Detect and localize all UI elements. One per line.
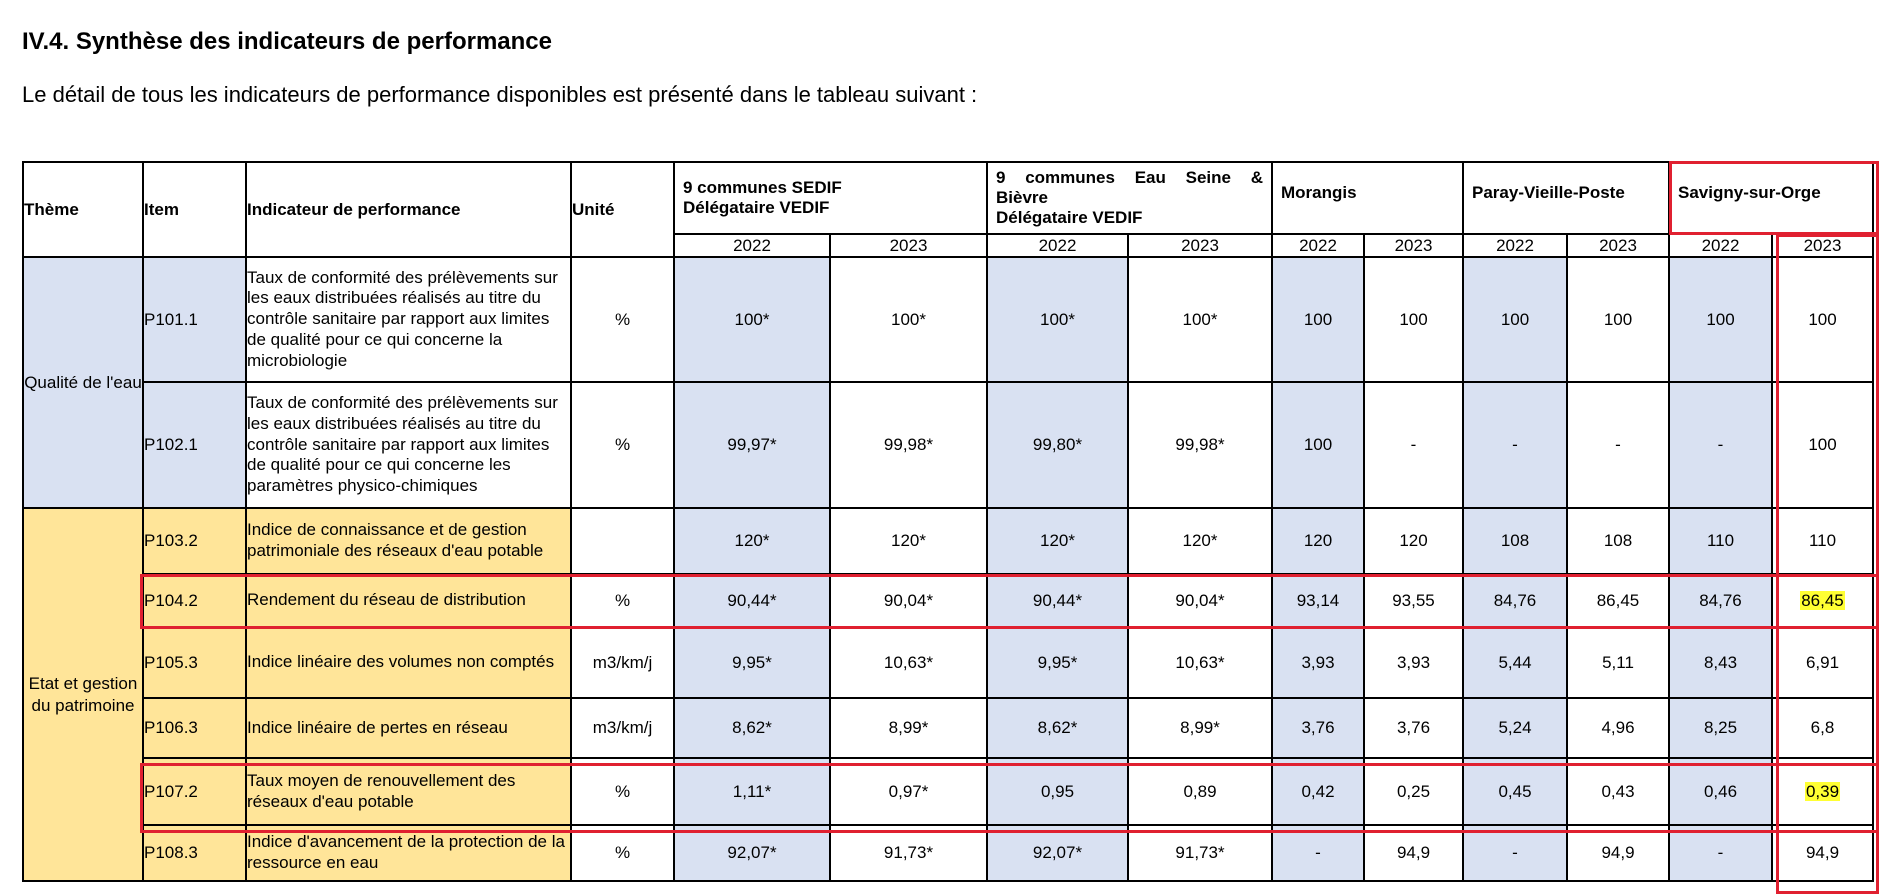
indicator-label: Rendement du réseau de distribution [246,574,571,627]
value-cell: 100 [1669,257,1772,382]
item-code: P106.3 [143,698,246,758]
value-cell: 92,07* [674,825,830,881]
value-cell: 8,25 [1669,698,1772,758]
unit-cell [571,508,674,574]
header-item: Item [143,162,246,257]
value-cell: 110 [1669,508,1772,574]
header-entity-paray [1463,162,1669,234]
value-cell: 100* [1128,257,1272,382]
value-cell: 120* [1128,508,1272,574]
value-cell: 108 [1463,508,1567,574]
unit-cell: % [571,758,674,825]
year-header: 2023 [1772,234,1873,257]
value-cell: - [1567,382,1669,508]
item-code: P105.3 [143,627,246,698]
value-cell: 100 [1272,257,1364,382]
table-row [23,508,1873,574]
value-cell: 100* [987,257,1128,382]
value-cell: 5,44 [1463,627,1567,698]
value-cell: - [1272,825,1364,881]
year-header: 2022 [987,234,1128,257]
value-cell [1772,574,1873,627]
value-cell: 8,43 [1669,627,1772,698]
value-cell: 94,9 [1364,825,1463,881]
value-cell: 3,76 [1364,698,1463,758]
item-code: P102.1 [143,382,246,508]
value-cell: 8,99* [830,698,987,758]
header-row [23,162,1873,234]
value-cell: 99,98* [830,382,987,508]
value-cell: 91,73* [830,825,987,881]
unit-cell: m3/km/j [571,627,674,698]
value-cell [1772,758,1873,825]
value-cell: 8,62* [674,698,830,758]
value-cell: 0,95 [987,758,1128,825]
value-cell: 0,25 [1364,758,1463,825]
item-code: P101.1 [143,257,246,382]
value-cell: 9,95* [987,627,1128,698]
year-header: 2022 [1463,234,1567,257]
value-cell: 0,89 [1128,758,1272,825]
value-cell: 6,8 [1772,698,1873,758]
header-indicator: Indicateur de performance [246,162,571,257]
indicator-label: Indice d'avancement de la protection de la ressource en eau [246,825,571,881]
indicator-label: Indice linéaire de pertes en réseau [246,698,571,758]
value-cell: 100 [1567,257,1669,382]
value-cell: 100 [1364,257,1463,382]
unit-cell: % [571,382,674,508]
value-cell: 99,97* [674,382,830,508]
table-row [23,574,1873,627]
intro-text: Le détail de tous les indicateurs de performance disponibles est présenté dans le tableau suivant : [22,82,978,107]
value-cell: 100 [1463,257,1567,382]
value-cell: 120 [1364,508,1463,574]
value-cell: 84,76 [1669,574,1772,627]
value-cell: 90,44* [674,574,830,627]
value-cell: 3,93 [1364,627,1463,698]
year-header: 2023 [1128,234,1272,257]
indicator-label: Indice de connaissance et de gestion patrimoniale des réseaux d'eau potable [246,508,571,574]
unit-cell: % [571,825,674,881]
value-cell: 10,63* [830,627,987,698]
entity-line2: Délégataire VEDIF [683,198,830,217]
value-cell: - [1669,825,1772,881]
header-entity-savigny [1669,162,1873,234]
item-code: P108.3 [143,825,246,881]
performance-table [22,161,1874,882]
unit-cell: % [571,257,674,382]
value-cell: 3,93 [1272,627,1364,698]
section-heading: IV.4. Synthèse des indicateurs de performance [22,28,552,55]
value-cell: 5,24 [1463,698,1567,758]
value-cell: 110 [1772,508,1873,574]
value-cell: 0,43 [1567,758,1669,825]
header-entity-morangis [1272,162,1463,234]
table-row [23,758,1873,825]
indicator-label: Taux de conformité des prélèvements sur les eaux distribuées réalisés au titre du contrôle sanitaire par rapport aux limites de qualité pour ce qui concerne les paramètres physico-chimiques [246,382,571,508]
header-unit: Unité [571,162,674,257]
year-header: 2023 [1567,234,1669,257]
value-cell: 100 [1272,382,1364,508]
table-row [23,698,1873,758]
item-code: P104.2 [143,574,246,627]
value-cell: 99,98* [1128,382,1272,508]
year-header: 2022 [1669,234,1772,257]
indicator-label: Taux de conformité des prélèvements sur les eaux distribuées réalisés au titre du contrôle sanitaire par rapport aux limites de qualité pour ce qui concerne la microbiologie [246,257,571,382]
value-cell: 8,99* [1128,698,1272,758]
header-theme: Thème [23,162,143,257]
unit-cell: % [571,574,674,627]
value-cell: 9,95* [674,627,830,698]
table-row [23,257,1873,382]
value-cell: - [1669,382,1772,508]
value-cell: 100* [674,257,830,382]
entity-line2: Délégataire VEDIF [996,208,1143,227]
value-cell: 120* [674,508,830,574]
year-header: 2023 [1364,234,1463,257]
value-cell: 100* [830,257,987,382]
value-cell: 93,14 [1272,574,1364,627]
header-entity-seine-bievre [987,162,1272,234]
value-cell: 120 [1272,508,1364,574]
highlighted-value: 0,39 [1805,781,1840,801]
value-cell: 3,76 [1272,698,1364,758]
entity-line1: Morangis [1281,183,1357,202]
value-cell: 8,62* [987,698,1128,758]
indicator-label: Taux moyen de renouvellement des réseaux d'eau potable [246,758,571,825]
entity-line1: 9 communes Eau Seine & Bièvre [996,168,1263,207]
unit-cell: m3/km/j [571,698,674,758]
year-header: 2022 [674,234,830,257]
value-cell: - [1364,382,1463,508]
value-cell: - [1463,825,1567,881]
entity-line1: Savigny-sur-Orge [1678,183,1821,202]
value-cell: 10,63* [1128,627,1272,698]
theme-asset-management: Etat et gestion du patrimoine [23,508,143,881]
year-header: 2022 [1272,234,1364,257]
value-cell: - [1463,382,1567,508]
value-cell: 90,04* [830,574,987,627]
entity-line1: Paray-Vieille-Poste [1472,183,1625,202]
value-cell: 120* [830,508,987,574]
value-cell: 6,91 [1772,627,1873,698]
highlighted-value: 86,45 [1801,590,1844,610]
indicator-label: Indice linéaire des volumes non comptés [246,627,571,698]
table-row [23,382,1873,508]
value-cell: 120* [987,508,1128,574]
value-cell: 100 [1772,257,1873,382]
value-cell: 0,42 [1272,758,1364,825]
value-cell: 93,55 [1364,574,1463,627]
table-row [23,627,1873,698]
header-entity-sedif [674,162,987,234]
value-cell: 91,73* [1128,825,1272,881]
value-cell: 0,97* [830,758,987,825]
theme-water-quality: Qualité de l'eau [23,257,143,508]
value-cell: 0,46 [1669,758,1772,825]
entity-line1: 9 communes SEDIF [683,178,842,197]
year-header: 2023 [830,234,987,257]
value-cell: 94,9 [1567,825,1669,881]
table-row [23,825,1873,881]
value-cell: 108 [1567,508,1669,574]
value-cell: 84,76 [1463,574,1567,627]
value-cell: 92,07* [987,825,1128,881]
value-cell: 0,45 [1463,758,1567,825]
value-cell: 5,11 [1567,627,1669,698]
value-cell: 90,04* [1128,574,1272,627]
value-cell: 90,44* [987,574,1128,627]
value-cell: 99,80* [987,382,1128,508]
value-cell: 4,96 [1567,698,1669,758]
value-cell: 94,9 [1772,825,1873,881]
value-cell: 1,11* [674,758,830,825]
value-cell: 100 [1772,382,1873,508]
item-code: P107.2 [143,758,246,825]
item-code: P103.2 [143,508,246,574]
value-cell: 86,45 [1567,574,1669,627]
